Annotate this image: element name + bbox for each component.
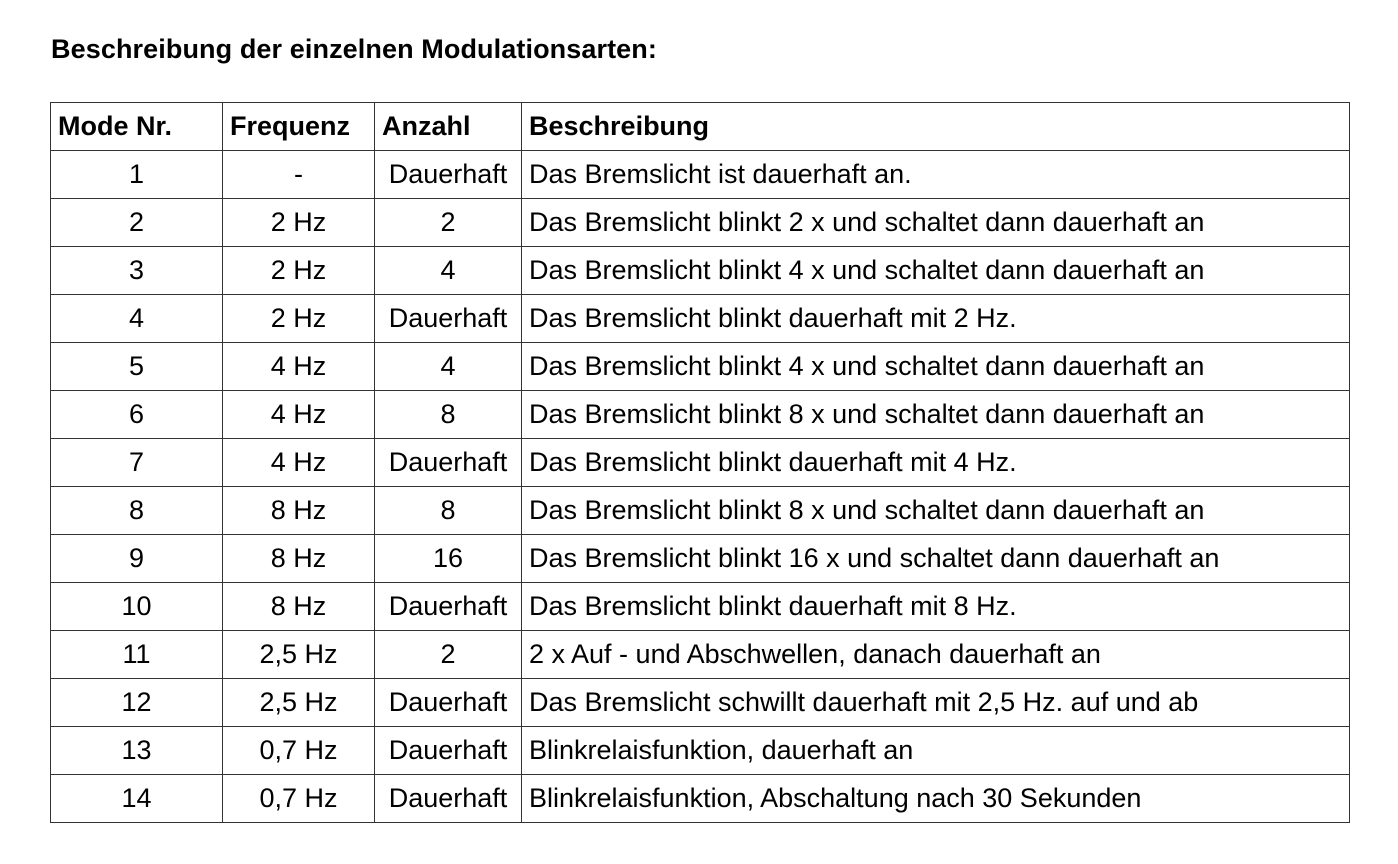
header-frequency: Frequenz — [223, 103, 375, 151]
cell-description: Das Bremslicht blinkt 16 x und schaltet dann dauerhaft an — [522, 535, 1350, 583]
cell-description: Das Bremslicht blinkt dauerhaft mit 2 Hz. — [522, 295, 1350, 343]
table-row — [51, 295, 1350, 343]
table-row — [51, 199, 1350, 247]
cell-count: Dauerhaft — [375, 775, 522, 823]
cell-frequency: 2 Hz — [223, 247, 375, 295]
cell-description: Das Bremslicht blinkt dauerhaft mit 4 Hz. — [522, 439, 1350, 487]
header-count: Anzahl — [375, 103, 522, 151]
table-row — [51, 439, 1350, 487]
table-body — [51, 151, 1350, 823]
cell-count: 16 — [375, 535, 522, 583]
table-row — [51, 391, 1350, 439]
table-row — [51, 727, 1350, 775]
cell-count: 2 — [375, 199, 522, 247]
table-row — [51, 631, 1350, 679]
table-row — [51, 487, 1350, 535]
cell-frequency: 8 Hz — [223, 535, 375, 583]
cell-description: Blinkrelaisfunktion, dauerhaft an — [522, 727, 1350, 775]
table-row — [51, 583, 1350, 631]
cell-frequency: 2,5 Hz — [223, 679, 375, 727]
cell-mode: 3 — [51, 247, 223, 295]
cell-description: Das Bremslicht schwillt dauerhaft mit 2,5 Hz. auf und ab — [522, 679, 1350, 727]
cell-frequency: 2 Hz — [223, 199, 375, 247]
cell-frequency: 4 Hz — [223, 343, 375, 391]
cell-description: Blinkrelaisfunktion, Abschaltung nach 30 Sekunden — [522, 775, 1350, 823]
table-row — [51, 343, 1350, 391]
cell-mode: 13 — [51, 727, 223, 775]
cell-mode: 8 — [51, 487, 223, 535]
cell-mode: 4 — [51, 295, 223, 343]
cell-count: Dauerhaft — [375, 727, 522, 775]
cell-mode: 14 — [51, 775, 223, 823]
table-header — [51, 103, 1350, 151]
cell-mode: 10 — [51, 583, 223, 631]
table-row — [51, 247, 1350, 295]
cell-mode: 12 — [51, 679, 223, 727]
header-row — [51, 103, 1350, 151]
cell-count: Dauerhaft — [375, 439, 522, 487]
cell-description: Das Bremslicht blinkt 8 x und schaltet dann dauerhaft an — [522, 391, 1350, 439]
table-row — [51, 775, 1350, 823]
cell-count: 4 — [375, 343, 522, 391]
cell-frequency: 2 Hz — [223, 295, 375, 343]
cell-mode: 2 — [51, 199, 223, 247]
cell-mode: 6 — [51, 391, 223, 439]
cell-mode: 11 — [51, 631, 223, 679]
cell-frequency: 8 Hz — [223, 583, 375, 631]
cell-mode: 5 — [51, 343, 223, 391]
cell-description: Das Bremslicht blinkt 4 x und schaltet dann dauerhaft an — [522, 343, 1350, 391]
table-row — [51, 679, 1350, 727]
cell-description: Das Bremslicht blinkt dauerhaft mit 8 Hz. — [522, 583, 1350, 631]
cell-description: Das Bremslicht blinkt 4 x und schaltet dann dauerhaft an — [522, 247, 1350, 295]
table-row — [51, 535, 1350, 583]
cell-description: 2 x Auf - und Abschwellen, danach dauerhaft an — [522, 631, 1350, 679]
cell-description: Das Bremslicht blinkt 2 x und schaltet dann dauerhaft an — [522, 199, 1350, 247]
cell-description: Das Bremslicht ist dauerhaft an. — [522, 151, 1350, 199]
cell-count: 2 — [375, 631, 522, 679]
cell-mode: 7 — [51, 439, 223, 487]
cell-frequency: 2,5 Hz — [223, 631, 375, 679]
cell-count: 8 — [375, 487, 522, 535]
document-title: Beschreibung der einzelnen Modulationsarten: — [51, 34, 657, 64]
modulation-table — [50, 102, 1350, 823]
cell-frequency: 4 Hz — [223, 391, 375, 439]
cell-count: Dauerhaft — [375, 151, 522, 199]
cell-mode: 9 — [51, 535, 223, 583]
cell-count: Dauerhaft — [375, 295, 522, 343]
cell-frequency: 8 Hz — [223, 487, 375, 535]
header-mode: Mode Nr. — [51, 103, 223, 151]
cell-count: Dauerhaft — [375, 583, 522, 631]
cell-count: 8 — [375, 391, 522, 439]
cell-mode: 1 — [51, 151, 223, 199]
cell-count: Dauerhaft — [375, 679, 522, 727]
cell-description: Das Bremslicht blinkt 8 x und schaltet dann dauerhaft an — [522, 487, 1350, 535]
cell-frequency: 0,7 Hz — [223, 727, 375, 775]
cell-frequency: - — [223, 151, 375, 199]
cell-frequency: 4 Hz — [223, 439, 375, 487]
table-row — [51, 151, 1350, 199]
cell-frequency: 0,7 Hz — [223, 775, 375, 823]
header-description: Beschreibung — [522, 103, 1350, 151]
cell-count: 4 — [375, 247, 522, 295]
